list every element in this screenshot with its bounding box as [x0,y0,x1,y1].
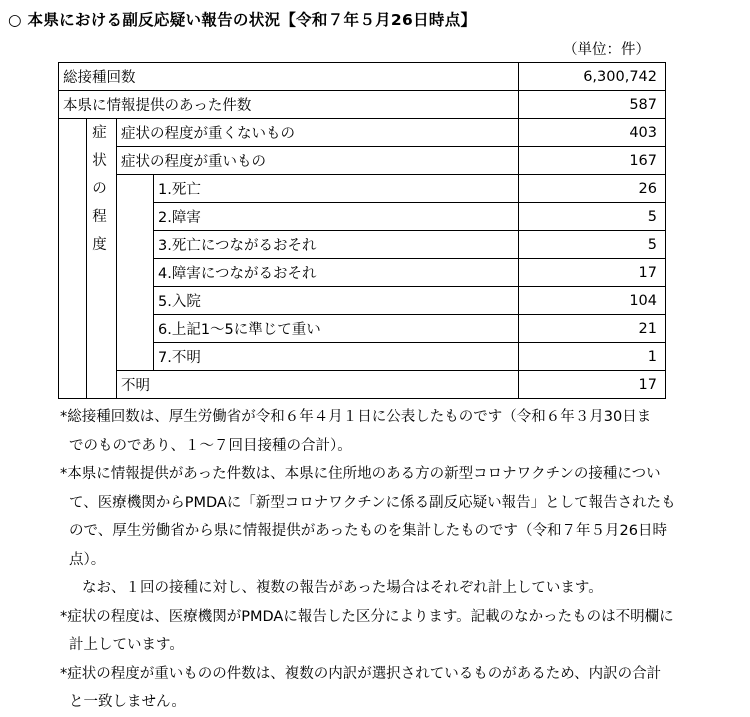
severe-item-label: 3.死亡につながるおそれ [154,231,519,259]
footnotes [60,403,732,717]
not-severe-label: 症状の程度が重くないもの [117,119,519,147]
severe-label: 症状の程度が重いもの [117,147,519,175]
unknown-value: 17 [519,371,666,399]
unknown-label: 不明 [117,371,519,399]
severe-item-value: 5 [519,203,666,231]
total-vaccinations-label: 総接種回数 [59,63,519,91]
indent-spacer [59,119,87,399]
severe-item-label: 1.死亡 [154,175,519,203]
severe-item-value: 21 [519,315,666,343]
severe-item-label: 4.障害につながるおそれ [154,259,519,287]
table-row [59,63,666,91]
not-severe-value: 403 [519,119,666,147]
sub-indent-spacer [117,175,154,371]
reports-value: 587 [519,91,666,119]
severe-value: 167 [519,147,666,175]
report-table [58,62,666,399]
severe-item-label: 2.障害 [154,203,519,231]
footnote-severity: *症状の程度は、医療機関がPMDAに報告した区分によります。記載のなかったものは不明欄に 計上しています。 [60,608,674,653]
severe-item-value: 1 [519,343,666,371]
severe-item-value: 26 [519,175,666,203]
table-row [59,147,666,175]
unit-label: （単位：件） [563,42,650,58]
table-row [59,91,666,119]
page-title: ○ 本県における副反応疑い報告の状況【令和７年５月26日時点】 [8,11,477,29]
table-row [59,371,666,399]
severe-item-label: 5.入院 [154,287,519,315]
footnote-total-vaccinations: *総接種回数は、厚生労働省が令和６年４月１日に公表したものです（令和６年３月30日ま でのものであり、１～７回目接種の合計）。 [60,409,652,454]
severe-item-value: 104 [519,287,666,315]
severe-item-label: 7.不明 [154,343,519,371]
severity-header: 症 状 の 程 度 [87,119,117,399]
footnote-severe-count: *症状の程度が重いものの件数は、複数の内訳が選択されているものがあるため、内訳の合計 と一致しません。 [60,665,662,710]
footnote-reports: *本県に情報提供があった件数は、本県に住所地のある方の新型コロナワクチンの接種につい て、医療機関からPMDAに「新型コロナワクチンに係る副反応疑い報告」として報告されたも ので、厚生労働省から県に情報提供があったものを集計したものです（令和７年５月26日時 点）。 なお、１回の接種に対し、複数の報告があった場合はそれぞれ計上しています。 [60,466,676,596]
reports-label: 本県に情報提供のあった件数 [59,91,519,119]
table-row [59,175,666,203]
severe-item-label: 6.上記1～5に準じて重い [154,315,519,343]
table-row [59,119,666,147]
severe-item-value: 5 [519,231,666,259]
total-vaccinations-value: 6,300,742 [519,63,666,91]
severe-item-value: 17 [519,259,666,287]
